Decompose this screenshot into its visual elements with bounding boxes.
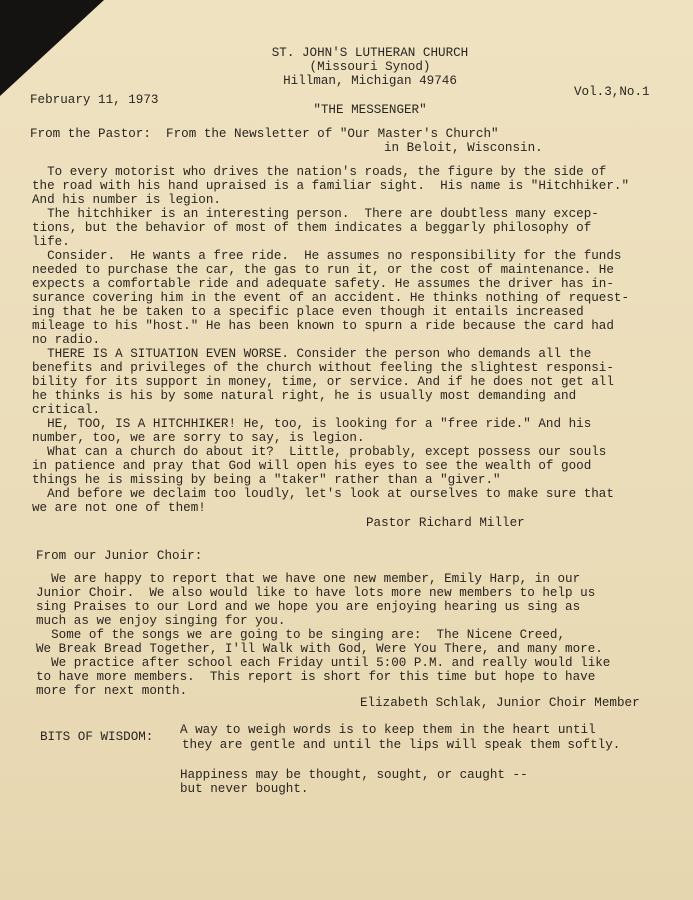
body-line: life. bbox=[32, 235, 70, 249]
body-line: mileage to his "host." He has been known to spurn a ride because the card had bbox=[32, 319, 614, 333]
body-line: things he is missing by being a "taker" rather than a "giver." bbox=[32, 473, 501, 487]
body-line: we are not one of them! bbox=[32, 501, 206, 515]
choir-signature: Elizabeth Schlak, Junior Choir Member bbox=[360, 696, 640, 710]
pastor-heading: From the Pastor: From the Newsletter of "Our Master's Church" bbox=[30, 127, 499, 141]
body-line: benefits and privileges of the church without feeling the slightest responsi- bbox=[32, 361, 614, 375]
body-line: sing Praises to our Lord and we hope you are enjoying hearing us sing as bbox=[36, 600, 581, 614]
body-line: We are happy to report that we have one new member, Emily Harp, in our bbox=[36, 572, 581, 586]
pastor-heading-source: in Beloit, Wisconsin. bbox=[384, 141, 543, 155]
body-line: the road with his hand upraised is a familiar sight. His name is "Hitchhiker." bbox=[32, 179, 630, 193]
body-line: number, too, we are sorry to say, is legion. bbox=[32, 431, 365, 445]
body-line: HE, TOO, IS A HITCHHIKER! He, too, is looking for a "free ride." And his bbox=[32, 417, 592, 431]
newsletter-title: "THE MESSENGER" bbox=[313, 103, 427, 117]
body-line: bility for its support in money, time, or service. And if he does not get all bbox=[32, 375, 614, 389]
body-line: And his number is legion. bbox=[32, 193, 221, 207]
wisdom-line: they are gentle and until the lips will speak them softly. bbox=[182, 738, 621, 752]
body-line: tions, but the behavior of most of them indicates a beggarly philosophy of bbox=[32, 221, 592, 235]
body-line: We Break Bread Together, I'll Walk with God, Were You There, and many more. bbox=[36, 642, 603, 656]
wisdom-label: BITS OF WISDOM: bbox=[40, 730, 154, 744]
body-line: to have more members. This report is short for this time but hope to have bbox=[36, 670, 596, 684]
body-line: And before we declaim too loudly, let's look at ourselves to make sure that bbox=[32, 487, 614, 501]
body-line: in patience and pray that God will open his eyes to see the wealth of good bbox=[32, 459, 592, 473]
pastor-signature: Pastor Richard Miller bbox=[366, 516, 525, 530]
wisdom-line: Happiness may be thought, sought, or caught -- bbox=[180, 768, 528, 782]
body-line: he thinks is his by some natural right, he is usually most demanding and bbox=[32, 389, 577, 403]
body-line: THERE IS A SITUATION EVEN WORSE. Consider the person who demands all the bbox=[32, 347, 592, 361]
body-line: surance covering him in the event of an accident. He thinks nothing of request- bbox=[32, 291, 630, 305]
body-line: Consider. He wants a free ride. He assumes no responsibility for the funds bbox=[32, 249, 622, 263]
torn-corner bbox=[0, 0, 104, 96]
body-line: ing that he be taken to a specific place even though it entails increased bbox=[32, 305, 584, 319]
wisdom-line: A way to weigh words is to keep them in the heart until bbox=[180, 723, 596, 737]
body-line: We practice after school each Friday until 5:00 P.M. and really would like bbox=[36, 656, 611, 670]
issue-date: February 11, 1973 bbox=[30, 93, 159, 107]
body-line: What can a church do about it? Little, probably, except possess our souls bbox=[32, 445, 607, 459]
body-line: no radio. bbox=[32, 333, 101, 347]
volume-number: Vol.3,No.1 bbox=[574, 85, 650, 99]
body-line: expects a comfortable ride and adequate safety. He assumes the driver has in- bbox=[32, 277, 614, 291]
body-line: critical. bbox=[32, 403, 101, 417]
synod: (Missouri Synod) bbox=[309, 60, 431, 74]
body-line: more for next month. bbox=[36, 684, 188, 698]
wisdom-line: but never bought. bbox=[180, 782, 309, 796]
body-line: The hitchhiker is an interesting person. There are doubtless many excep- bbox=[32, 207, 599, 221]
church-name: ST. JOHN'S LUTHERAN CHURCH bbox=[271, 46, 469, 60]
choir-heading: From our Junior Choir: bbox=[36, 549, 203, 563]
body-line: much as we enjoy singing for you. bbox=[36, 614, 286, 628]
body-line: Some of the songs we are going to be singing are: The Nicene Creed, bbox=[36, 628, 566, 642]
body-line: Junior Choir. We also would like to have lots more new members to help us bbox=[36, 586, 596, 600]
body-line: To every motorist who drives the nation's roads, the figure by the side of bbox=[32, 165, 607, 179]
church-location: Hillman, Michigan 49746 bbox=[283, 74, 457, 88]
body-line: needed to purchase the car, the gas to run it, or the cost of maintenance. He bbox=[32, 263, 614, 277]
